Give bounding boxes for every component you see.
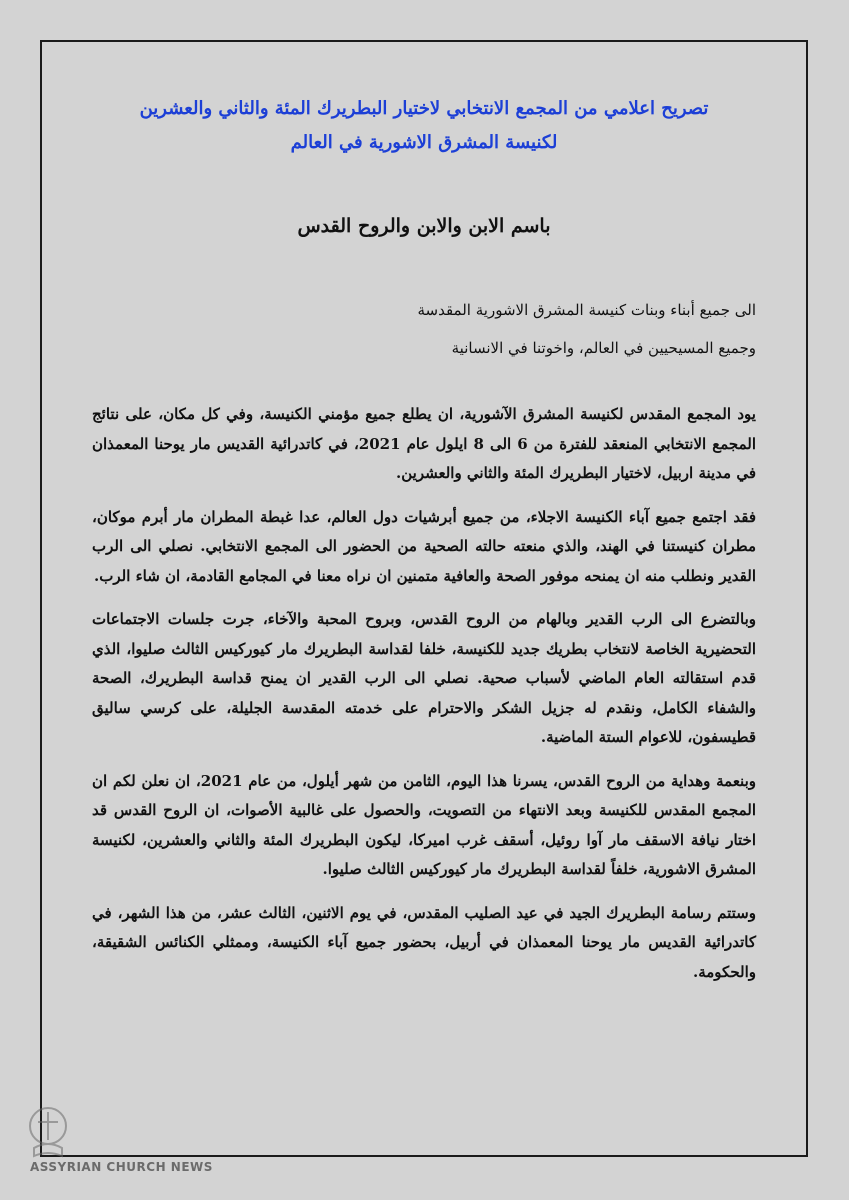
title-line-1: تصريح اعلامي من المجمع الانتخابي لاختيار البطريرك المئة والثاني والعشرين [139,98,709,119]
paragraph-4: وبنعمة وهداية من الروح القدس، يسرنا هذا اليوم، الثامن من شهر أيلول، من عام 2021، ان نعلن لكم ان المجمع المقدس للكنيسة وبعد الانتهاء من التصويت، والحصول على غالبية الأصوات، ان الروح القدس قد اختار نيافة الاسقف مار آوا روئيل، أسقف غرب اميركا، ليكون البطريرك المئة والثاني والعشرين، لكنيسة المشرق الاشورية، خلفاً لقداسة البطريرك مار كيوركيس الثالث صليوا. [92,771,757,878]
paragraph-1: يود المجمع المقدس لكنيسة المشرق الآشورية، ان يطلع جميع مؤمني الكنيسة، وفي كل مكان، على نتائج المجمع الانتخابي المنعقد للفترة من 6 الى 8 ايلول عام 2021، في كاتدرائية القديس مار يوحنا المعمذان في مدينة اربيل، لاختيار البطريرك المئة والثاني والعشرين. [92,405,756,482]
statement-document [92,92,756,1001]
invocation: باسم الابن والابن والروح القدس [297,215,551,237]
watermark-text: ASSYRIAN CHURCH NEWS [30,1160,213,1174]
paragraph-5: وستتم رسامة البطريرك الجيد في عيد الصليب المقدس، في يوم الاثنين، الثالث عشر، من هذا الشهر، في كاتدرائية القديس مار يوحنا المعمذان في أربيل، بحضور جميع آباء الكنيسة، وممثلي الكنائس الشقيقة، والحكومة. [92,903,756,981]
salutation [92,298,756,360]
body-text [92,400,756,987]
document-title [92,92,756,160]
paragraph-2: فقد اجتمع جميع آباء الكنيسة الاجلاء، من جميع أبرشيات دول العالم، عدا غبطة المطران مار أبرم موكان، مطران كنيستنا في الهند، والذي منعته حالته الصحية من الحضور الى المجمع الانتخابي. نصلي الى الرب القدير ونطلب منه ان يمنحه موفور الصحة والعافية متمنين ان نراه معنا في المجامع القادمة، ان شاء الرب. [92,507,756,585]
salutation-line-1: الى جميع أبناء وبنات كنيسة المشرق الاشورية المقدسة [417,301,756,319]
paragraph-3: وبالتضرع الى الرب القدير وبالهام من الروح القدس، وبروح المحبة والآخاء، جرت جلسات الاجتماعات التحضيرية الخاصة لانتخاب بطريك جديد للكنيسة، خلفا لقداسة البطريرك مار كيوركيس الثالث صليوا، الذي قدم استقالته العام الماضي لأسباب صحية. نصلي الى الرب القدير ان يمنح قداسة البطريرك، الصحة والشفاء الكامل، ونقدم له جزيل الشكر والاحترام على خدمته المقدسة الجليلة، على كرسي ساليق قطيسفون، للاعوام الستة الماضية. [92,610,756,746]
title-line-2: لكنيسة المشرق الاشورية في العالم [290,132,558,153]
church-logo-icon [24,1104,72,1160]
salutation-line-2: وجميع المسيحيين في العالم، واخوتنا في الانسانية [451,339,756,357]
